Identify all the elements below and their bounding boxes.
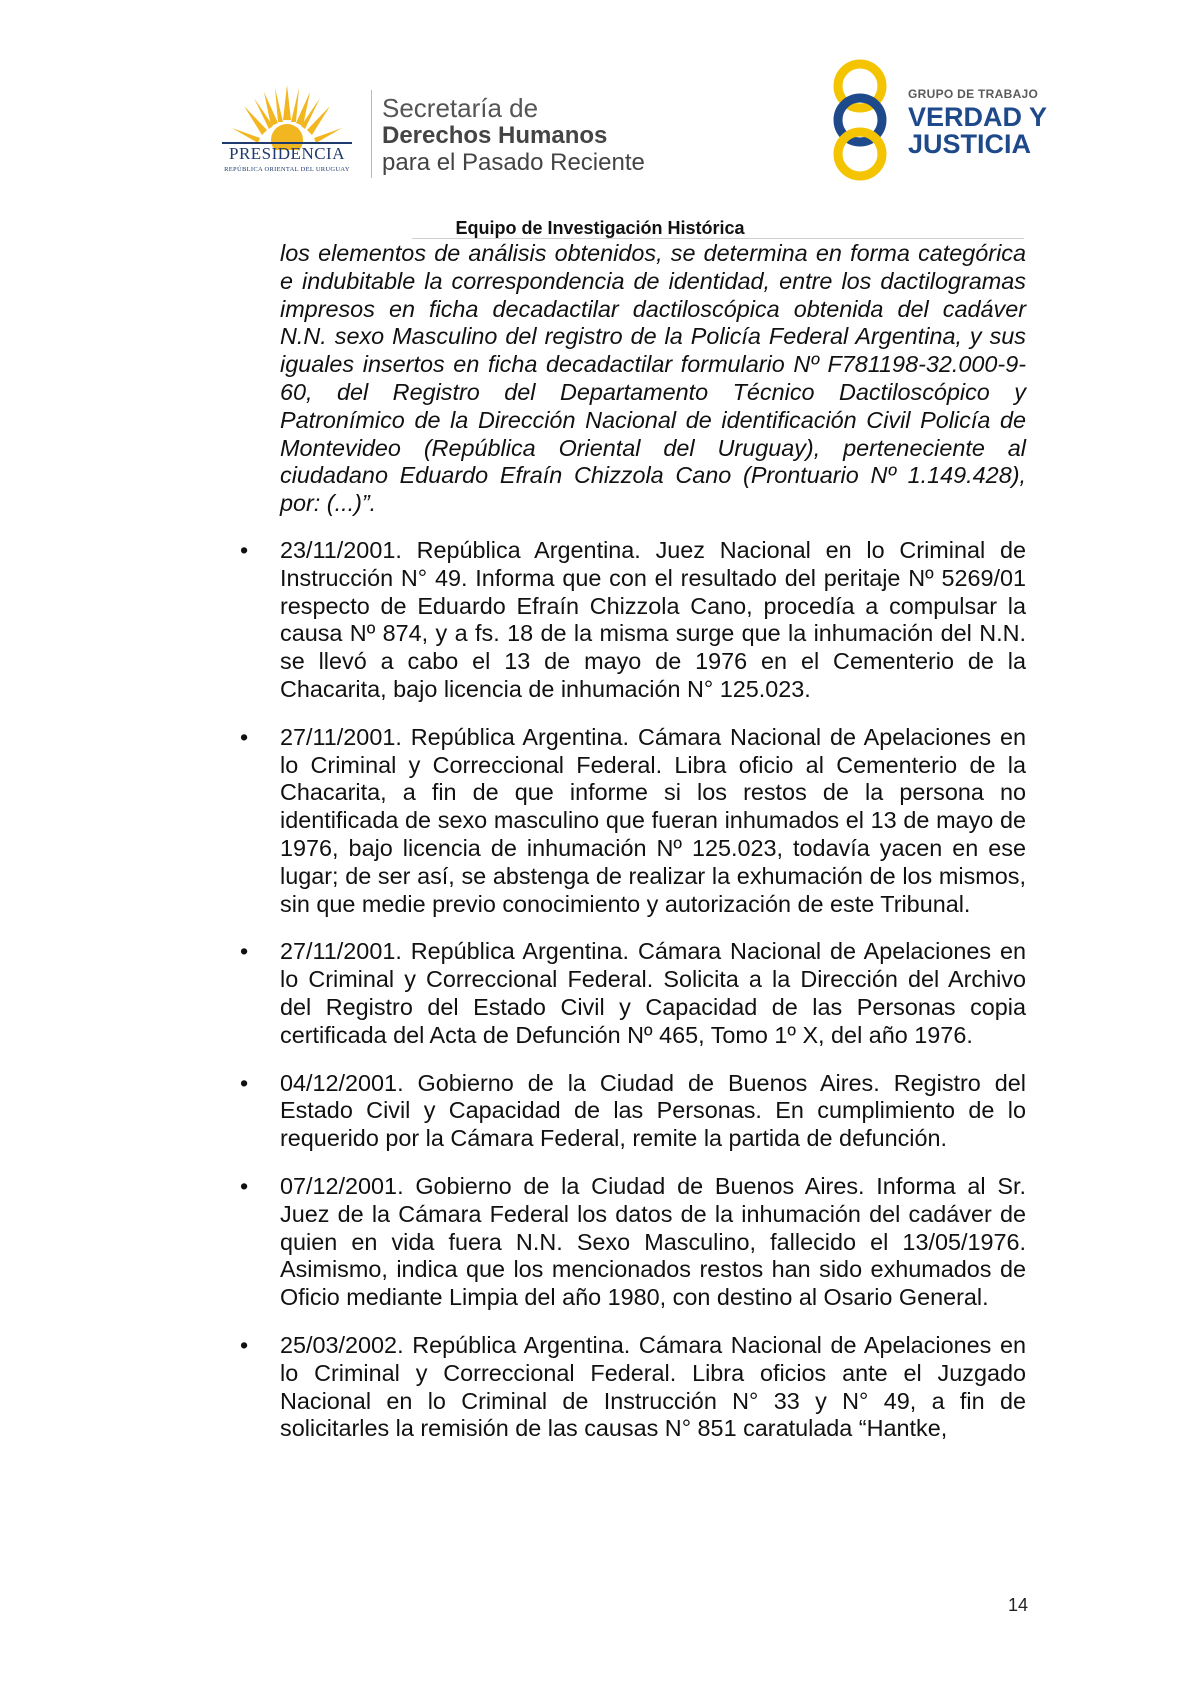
list-item xyxy=(240,1070,1026,1153)
list-item-text: 23/11/2001. República Argentina. Juez Nacional en lo Criminal de Instrucción N° 49. Informa que con el resultado del peritaje Nº 5269/01 respecto de Eduardo Efraín Chizzola Cano, procedía a compulsar la causa Nº 874, y a fs. 18 de la misma surge que la inhumación del N.N. se llevó a cabo el 13 de mayo de 1976 en el Cementerio de la Chacarita, bajo licencia de inhumación N° 125.023. xyxy=(280,537,1026,702)
list-item-text: 27/11/2001. República Argentina. Cámara Nacional de Apelaciones en lo Criminal y Correccional Federal. Libra oficio al Cementerio de la Chacarita, a fin de que informe si los restos de la persona no identificada de sexo masculino que fueran inhumados el 13 de mayo de 1976, bajo licencia de inhumación Nº 125.023, todavía yacen en ese lugar; de ser así, se abstenga de realizar la exhumación de los mismos, sin que medie previo conocimiento y autorización de este Tribunal. xyxy=(280,723,1026,917)
bullet-icon: • xyxy=(240,537,249,563)
list-item xyxy=(240,537,1026,704)
page-number: 14 xyxy=(1007,1595,1028,1615)
list-item-text: 07/12/2001. Gobierno de la Ciudad de Buenos Aires. Informa al Sr. Juez de la Cámara Federal los datos de la inhumación del cadáver de quien en vida fuera N.N. Sexo Masculino, fallecido el 13/05/1976. Asimismo, indica que los mencionados restos han sido exhumados de Oficio mediante Limpia del año 1980, con destino al Osario General. xyxy=(280,1172,1026,1311)
rings-icon xyxy=(820,58,900,183)
quoted-paragraph: los elementos de análisis obtenidos, se determina en forma categórica e indubitable la correspondencia de identidad, entre los dactilogramas impresos en ficha decadactilar dactiloscópica obtenida del cadáver N.N. sexo Masculino del registro de la Policía Federal Argentina, y sus iguales insertos en ficha decadactilar formulario Nº F781198-32.000-9-60, del Registro del Departamento Técnico Dactiloscópico y Patronímico de la Dirección Nacional de identificación Civil Policía de Montevideo (República Oriental del Uruguay), perteneciente al ciudadano Eduardo Efraín Chizzola Cano (Prontuario Nº 1.149.428), por: (...)”. xyxy=(280,240,1026,517)
bullet-icon: • xyxy=(240,1069,249,1096)
secretaria-line-2: Derechos Humanos xyxy=(382,122,608,150)
presidencia-subtitle: REPÚBLICA ORIENTAL DEL URUGUAY xyxy=(224,166,350,173)
presidencia-wordmark: PRESIDENCIA xyxy=(228,144,345,163)
list-item xyxy=(240,938,1026,1049)
gtvj-line-2: VERDAD Y xyxy=(908,102,1048,132)
secretaria-line-1: Secretaría de xyxy=(382,93,539,123)
list-item-text: 27/11/2001. República Argentina. Cámara Nacional de Apelaciones en lo Criminal y Correccional Federal. Solicita a la Dirección del Archivo del Registro del Estado Civil y Capacidad de las Personas copia certificada del Acta de Defunción Nº 465, Tomo 1º X, del año 1976. xyxy=(280,938,1026,1048)
logo-divider xyxy=(371,90,372,178)
presidencia-logo xyxy=(212,80,372,180)
list-item xyxy=(240,1332,1026,1443)
secretaria-logo xyxy=(382,94,645,177)
list-item xyxy=(240,1173,1026,1312)
header-title: Equipo de Investigación Histórica xyxy=(455,218,745,238)
sun-icon xyxy=(212,80,362,150)
gtvj-line-1: GRUPO DE TRABAJO xyxy=(908,87,1039,101)
header-rule xyxy=(412,238,1024,239)
bullet-icon: • xyxy=(240,1331,249,1358)
verdad-justicia-logo xyxy=(820,58,1050,188)
bullet-list xyxy=(240,537,1026,1463)
list-item xyxy=(240,724,1026,919)
secretaria-line-3: para el Pasado Reciente xyxy=(382,148,645,176)
bullet-icon: • xyxy=(240,938,249,965)
list-item-text: 25/03/2002. República Argentina. Cámara Nacional de Apelaciones en lo Criminal y Correccional Federal. Libra oficios ante el Juzgado Nacional en lo Criminal de Instrucción N° 33 y N° 49, a fin de solicitarles la remisión de las causas N° 851 caratulada “Hantke, xyxy=(280,1331,1026,1442)
bullet-icon: • xyxy=(240,1172,249,1199)
bullet-icon: • xyxy=(240,723,249,750)
list-item-text: 04/12/2001. Gobierno de la Ciudad de Buenos Aires. Registro del Estado Civil y Capacidad de las Personas. En cumplimiento de lo requerido por la Cámara Federal, remite la partida de defunción. xyxy=(280,1069,1026,1152)
gtvj-line-3: JUSTICIA xyxy=(908,129,1032,159)
